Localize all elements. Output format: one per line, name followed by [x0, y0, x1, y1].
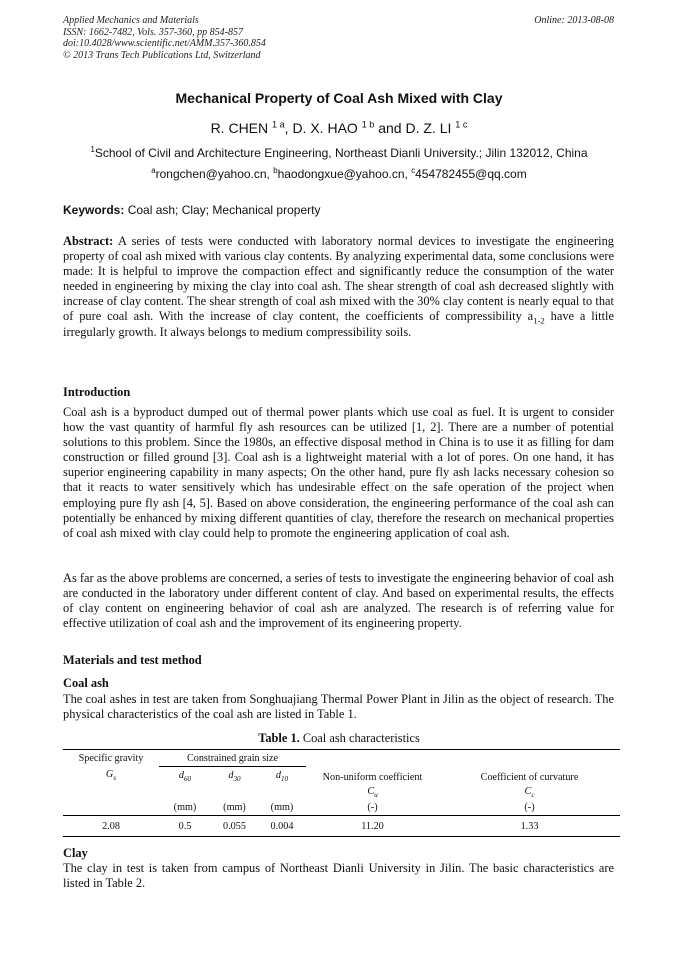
- unit-cell: (mm): [223, 801, 246, 813]
- introduction-paragraph: Coal ash is a byproduct dumped out of thermal power plants which use coal as fuel. It is urgent to consider how the vast quantity of harmful fly ash resources can be utilized [1, 2]. There are a number of potential solutions to this problem. Since the 1980s, an effective disposal method in China is to use it as filling for dam construction or filled ground [3]. Coal ash is a lightweight material with a lot of pores. On one hand, it has superior engineering capability in many aspects; On the other hand, pure fly ash lacks necessary cohesion so that it reacts to water sensitively which has undesirable effect on the safe operation of the project when employing pure fly ash [4, 5]. Based on above consideration, the engineering performance of the coal ash can potentially be enhanced by mixing different quantities of clay, therefore the research on mechanical properties of coal ash mixed with clay could help to promote the engineering application of coal ash.: [63, 405, 614, 540]
- introduction-paragraph-2: As far as the above problems are concerned, a series of tests to investigate the engineering behavior of coal ash are conducted in the laboratory under different content of clay. And based on experimental results, the effects of clay content on engineering behavior of coal ash are analyzed. The research is of referring value for effective utilization of coal ash and the improvement of its engineering property.: [63, 571, 614, 631]
- abstract-text-end: have a little irregularly growth. It always belongs to medium compressibility soils.: [63, 309, 614, 339]
- table-cell: [63, 783, 159, 799]
- abstract: [63, 234, 614, 340]
- email-list: [0, 167, 678, 181]
- author-name: , D. X. HAO: [284, 120, 362, 136]
- journal-doi: doi:10.4028/www.scientific.net/AMM.357-360.854: [63, 38, 266, 49]
- abstract-label: Abstract:: [63, 234, 114, 248]
- author-sup: 1 b: [361, 119, 375, 130]
- symbol-d30: $d_{30}$: [228, 769, 241, 783]
- abstract-sub: 1-2: [533, 315, 545, 326]
- unit-cell: (-): [367, 801, 378, 813]
- header-curvature: Coefficient of curvature: [480, 772, 579, 783]
- materials-heading: Materials and test method: [63, 653, 202, 667]
- table-cell: 0.004: [270, 820, 294, 832]
- keywords-label: Keywords:: [63, 203, 125, 217]
- keywords: [63, 203, 320, 217]
- unit-cell: (mm): [173, 801, 197, 813]
- journal-name: Applied Mechanics and Materials: [63, 15, 199, 26]
- header-constrained-grain-size: Constrained grain size: [159, 750, 306, 767]
- email-sup: b: [273, 166, 278, 175]
- coal-ash-paragraph: The coal ashes in test are taken from Songhuajiang Thermal Power Plant in Jilin as the object of research. The physical characteristics of the coal ash are listed in Table 1.: [63, 692, 614, 722]
- coal-ash-table: [63, 749, 620, 837]
- header-nonuniform: Non-uniform coefficient: [322, 772, 423, 783]
- symbol-d60: $d_{60}$: [178, 769, 192, 783]
- symbol-cc: $C_c$: [524, 785, 535, 799]
- email-sup: a: [151, 166, 156, 175]
- author-name: R. CHEN: [210, 120, 273, 136]
- symbol-gs: $G_s$: [105, 769, 117, 783]
- affiliation: [0, 146, 678, 160]
- table-caption: [0, 731, 678, 746]
- table-header-row: [63, 783, 620, 799]
- affiliation-sup: 1: [90, 145, 95, 154]
- email-sup: c: [411, 166, 416, 175]
- affiliation-text: School of Civil and Architecture Engineering, Northeast Dianli University.; Jilin 132012, China: [94, 146, 588, 160]
- table-caption-text: Coal ash characteristics: [299, 731, 420, 745]
- journal-copyright: © 2013 Trans Tech Publications Ltd, Switzerland: [63, 49, 261, 61]
- coal-ash-heading: Coal ash: [63, 676, 109, 690]
- clay-paragraph: The clay in test is taken from campus of Northeast Dianli University in Jilin. The basic characteristics are listed in Table 2.: [63, 861, 614, 891]
- journal-header: [63, 15, 266, 61]
- unit-cell: (mm): [270, 801, 294, 813]
- unit-cell: (-): [524, 801, 535, 813]
- header-specific-gravity: Specific gravity: [78, 752, 144, 764]
- author-sup: 1 c: [455, 119, 468, 130]
- online-date: Online: 2013-08-08: [534, 15, 614, 26]
- journal-issn: ISSN: 1662-7482, Vols. 357-360, pp 854-857: [63, 26, 243, 38]
- paper-title: Mechanical Property of Coal Ash Mixed with Clay: [175, 90, 503, 106]
- symbol-cell: [159, 783, 211, 799]
- keywords-text: Coal ash; Clay; Mechanical property: [124, 203, 321, 217]
- symbol-cell: [211, 783, 258, 799]
- table-units-row: [63, 799, 620, 816]
- table-cell: 2.08: [102, 820, 120, 832]
- table-cell: 11.20: [361, 820, 384, 832]
- table-row: [63, 816, 620, 837]
- table-header-row: [63, 750, 620, 767]
- author-list: [0, 120, 678, 136]
- introduction-heading: Introduction: [63, 385, 131, 399]
- table-cell: 0.5: [178, 820, 192, 832]
- symbol-cell: [258, 783, 306, 799]
- table-cell: 1.33: [520, 820, 539, 832]
- symbol-cu: $C_u$: [367, 785, 378, 799]
- table-cell: 0.055: [223, 820, 246, 832]
- symbol-d10: $d_{10}$: [275, 769, 289, 783]
- table-caption-label: Table 1.: [258, 731, 300, 745]
- author-name: and D. Z. LI: [374, 120, 456, 136]
- abstract-text: A series of tests were conducted with laboratory normal devices to investigate the engineering property of coal ash mixed with various clay contents. By analyzing experimental data, some conclusions were made: It is helpful to improve the compaction effect and significantly reduce the consumption of the water needed in engineering by mixing the clay into coal ash. The shear strength of coal ash decreased slightly with increase of clay content. The shear strength of coal ash mixed with the 30% clay content is nearly equal to that of pure coal ash. With the increase of clay content, the coefficients of compressibility a: [63, 234, 614, 324]
- email-link[interactable]: haodongxue@yahoo.cn,: [277, 167, 412, 181]
- email-link[interactable]: 454782455@qq.com: [415, 167, 527, 181]
- author-sup: 1 a: [272, 119, 285, 130]
- clay-heading: Clay: [63, 846, 88, 860]
- email-link[interactable]: rongchen@yahoo.cn,: [155, 167, 274, 181]
- table-cell: [63, 799, 159, 816]
